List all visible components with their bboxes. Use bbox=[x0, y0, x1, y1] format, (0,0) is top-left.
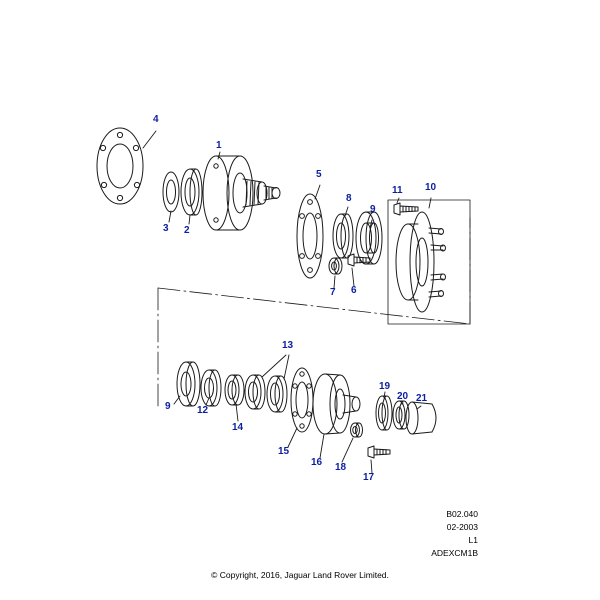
part-bearing-14 bbox=[225, 375, 244, 405]
callout-12: 12 bbox=[197, 405, 209, 416]
drawing-variant: L1 bbox=[468, 535, 478, 545]
callout-3: 3 bbox=[163, 223, 169, 234]
callout-6: 6 bbox=[351, 285, 357, 296]
callout-1: 1 bbox=[216, 140, 222, 151]
callout-20: 20 bbox=[397, 391, 409, 402]
callout-4: 4 bbox=[153, 114, 159, 125]
part-washer-18 bbox=[351, 423, 363, 437]
callout-19: 19 bbox=[379, 381, 391, 392]
part-stub-axle-1 bbox=[203, 156, 280, 230]
part-seal-3 bbox=[163, 172, 179, 212]
part-bolt-17 bbox=[368, 446, 390, 458]
callout-15: 15 bbox=[278, 446, 290, 457]
part-bearing-9-upper bbox=[356, 212, 382, 264]
part-backing-plate-4 bbox=[97, 128, 143, 204]
part-races-13 bbox=[245, 375, 287, 412]
copyright-notice: © Copyright, 2016, Jaguar Land Rover Limited. bbox=[211, 570, 389, 580]
part-bearing-9-lower bbox=[177, 362, 200, 406]
part-drive-flange-16 bbox=[313, 374, 360, 434]
drawing-part-code: ADEXCM1B bbox=[431, 548, 478, 558]
part-hub-cap-21 bbox=[406, 402, 436, 434]
callout-11: 11 bbox=[392, 185, 403, 196]
part-spacer-2 bbox=[181, 169, 202, 215]
callout-9-lower: 9 bbox=[165, 401, 171, 412]
callout-2: 2 bbox=[184, 225, 190, 236]
callout-14: 14 bbox=[232, 422, 244, 433]
drawing-number: B02.040 bbox=[446, 509, 478, 519]
callout-9-upper: 9 bbox=[370, 204, 376, 215]
part-seal-19 bbox=[376, 396, 392, 430]
callout-7: 7 bbox=[330, 287, 336, 298]
drawing-meta-block bbox=[431, 508, 478, 560]
part-bolt-11 bbox=[394, 203, 418, 215]
callout-18: 18 bbox=[335, 462, 347, 473]
callout-16: 16 bbox=[311, 457, 323, 468]
callout-17: 17 bbox=[363, 472, 375, 483]
part-hub-10 bbox=[388, 200, 470, 324]
part-seal-12 bbox=[201, 370, 221, 406]
drawing-date: 02-2003 bbox=[446, 522, 478, 532]
callout-21: 21 bbox=[416, 393, 428, 404]
callout-13: 13 bbox=[282, 340, 294, 351]
callout-5: 5 bbox=[316, 169, 322, 180]
callout-10: 10 bbox=[425, 182, 437, 193]
part-seal-8 bbox=[333, 214, 353, 258]
part-flange-15 bbox=[291, 368, 313, 432]
part-mud-shield-5 bbox=[297, 194, 323, 278]
callout-8: 8 bbox=[346, 193, 352, 204]
part-washer-7 bbox=[329, 258, 342, 274]
